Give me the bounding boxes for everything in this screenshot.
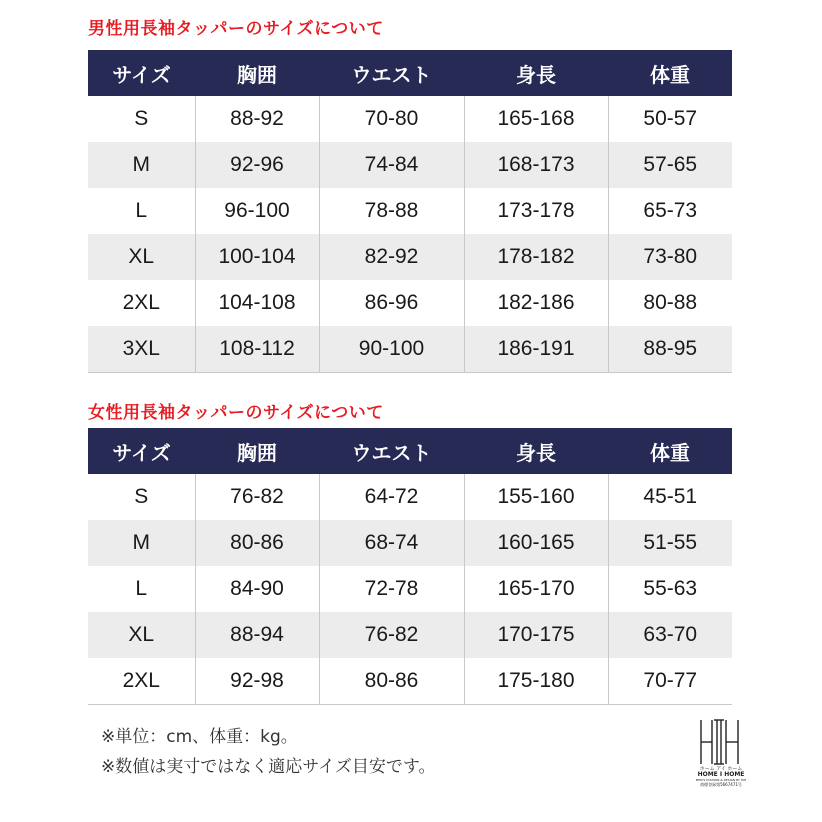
cell-size: L	[135, 577, 148, 600]
notes	[101, 722, 436, 782]
logo-name: HOME I HOME	[697, 771, 745, 778]
cell-size: S	[134, 485, 149, 508]
cell-height: 168-173	[464, 142, 608, 188]
cell-height: 160-165	[464, 520, 608, 566]
cell-waist: 90-100	[319, 326, 464, 373]
cell-height: 182-186	[464, 280, 608, 326]
cell-weight: 73-80	[608, 234, 732, 280]
table-row	[88, 520, 732, 566]
logo-registration: 商標登録第5667471号	[700, 782, 742, 787]
cell-weight: 51-55	[608, 520, 732, 566]
cell-waist: 76-82	[319, 612, 464, 658]
disclaimer-note: ※数値は実寸ではなく適応サイズ目安です。	[101, 757, 436, 777]
table-row	[88, 234, 732, 280]
cell-weight: 63-70	[608, 612, 732, 658]
logo-kana: ホーム アイ ホーム	[699, 766, 743, 772]
cell-weight: 50-57	[608, 96, 732, 142]
table-row	[88, 142, 732, 188]
cell-waist: 86-96	[319, 280, 464, 326]
header-height: 身長	[464, 50, 608, 96]
table-header-row	[88, 50, 732, 96]
table-row	[88, 658, 732, 705]
header-size: サイズ	[88, 428, 195, 474]
table-row	[88, 326, 732, 373]
cell-chest: 76-82	[195, 474, 319, 520]
cell-size: XL	[88, 612, 195, 658]
cell-waist: 68-74	[319, 520, 464, 566]
cell-size: 2XL	[88, 658, 195, 705]
cell-chest: 80-86	[195, 520, 319, 566]
cell-waist: 72-78	[319, 566, 464, 612]
cell-waist: 82-92	[319, 234, 464, 280]
cell-waist: 78-88	[319, 188, 464, 234]
cell-size: XL	[88, 234, 195, 280]
cell-height: 165-168	[464, 96, 608, 142]
cell-chest: 100-104	[195, 234, 319, 280]
cell-chest: 96-100	[195, 188, 319, 234]
cell-size: S	[134, 107, 149, 130]
cell-height: 178-182	[464, 234, 608, 280]
cell-chest: 88-92	[195, 96, 319, 142]
cell-size: 3XL	[88, 326, 195, 373]
cell-size: M	[88, 142, 195, 188]
header-height: 身長	[464, 428, 608, 474]
cell-weight: 70-77	[608, 658, 732, 705]
table-row	[88, 280, 732, 326]
cell-weight: 88-95	[608, 326, 732, 373]
cell-height: 173-178	[464, 188, 608, 234]
brand-logo	[690, 718, 752, 800]
cell-height: 175-180	[464, 658, 608, 705]
hih-monogram-icon	[698, 718, 744, 766]
cell-chest: 108-112	[195, 326, 319, 373]
header-chest: 胸囲	[195, 428, 319, 474]
cell-weight: 80-88	[608, 280, 732, 326]
cell-size: 2XL	[122, 291, 160, 314]
table-header-row	[88, 428, 732, 474]
table-row	[88, 566, 732, 612]
unit-note: ※単位：cm、体重：kg。	[101, 727, 298, 747]
women-size-table	[88, 428, 732, 705]
cell-height: 186-191	[464, 326, 608, 373]
cell-chest: 88-94	[195, 612, 319, 658]
cell-chest: 92-98	[195, 658, 319, 705]
cell-weight: 57-65	[608, 142, 732, 188]
header-weight: 体重	[608, 50, 732, 96]
header-weight: 体重	[608, 428, 732, 474]
header-chest: 胸囲	[195, 50, 319, 96]
cell-height: 155-160	[464, 474, 608, 520]
table-row	[88, 188, 732, 234]
table-row	[88, 474, 732, 520]
cell-weight: 55-63	[608, 566, 732, 612]
cell-height: 170-175	[464, 612, 608, 658]
cell-chest: 84-90	[195, 566, 319, 612]
logo-tagline: MEN'S FASHION & DESIGN BY HIH	[695, 778, 747, 782]
cell-size: M	[88, 520, 195, 566]
cell-waist: 70-80	[319, 96, 464, 142]
header-size: サイズ	[88, 50, 195, 96]
cell-height: 165-170	[464, 566, 608, 612]
cell-weight: 65-73	[608, 188, 732, 234]
header-waist: ウエスト	[319, 50, 464, 96]
cell-waist: 64-72	[319, 474, 464, 520]
table-row	[88, 612, 732, 658]
cell-waist: 74-84	[319, 142, 464, 188]
header-waist: ウエスト	[319, 428, 464, 474]
cell-chest: 92-96	[195, 142, 319, 188]
women-size-title: 女性用長袖タッパーのサイズについて	[88, 403, 384, 423]
cell-chest: 104-108	[195, 280, 319, 326]
cell-size: L	[135, 199, 148, 222]
men-size-title: 男性用長袖タッパーのサイズについて	[88, 19, 384, 39]
cell-waist: 80-86	[319, 658, 464, 705]
table-row	[88, 96, 732, 142]
men-size-table	[88, 50, 732, 373]
cell-weight: 45-51	[608, 474, 732, 520]
